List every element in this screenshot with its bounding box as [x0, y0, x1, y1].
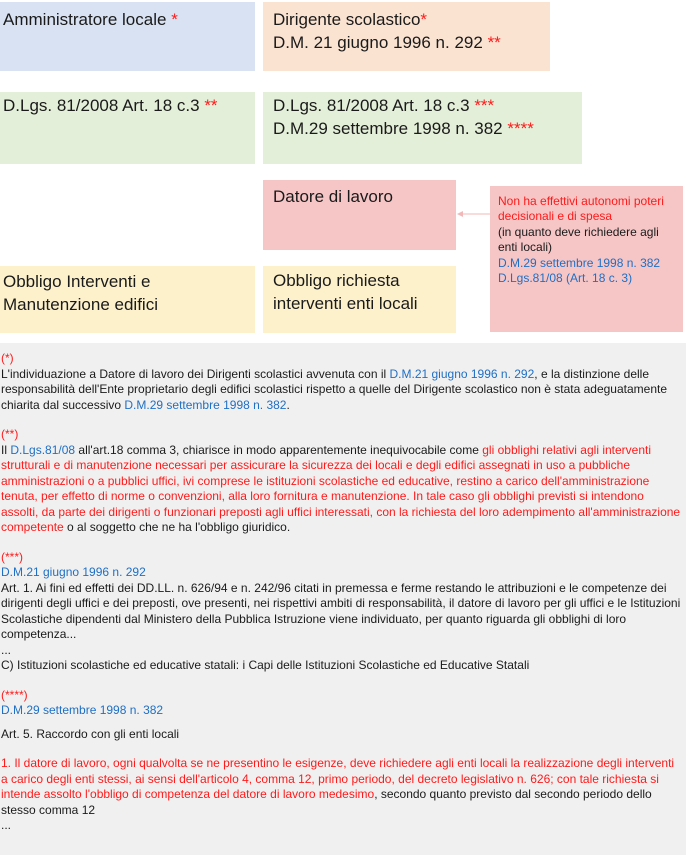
box-side-note	[490, 186, 683, 332]
note4-text	[1, 756, 684, 818]
dirigente-label: Dirigente scolastico	[273, 10, 421, 29]
note3-c-line: C) Istituzioni scolastiche ed educative statali: i Capi delle Istituzioni Scolastiche ed Educative Statali	[1, 658, 530, 672]
note4-art: Art. 5. Raccordo con gli enti locali	[1, 726, 180, 741]
note3-ref: D.M.21 giugno 1996 n. 292	[1, 565, 146, 579]
note2-t3: o al soggetto che ne ha l'obbligo giuridico.	[63, 520, 291, 534]
note2-text	[1, 443, 684, 536]
note3-body: Art. 1. Ai fini ed effetti dei DD.LL. n. 626/94 e n. 242/96 citati in premessa e ferme restando le attribuzioni e le competenze dei dirigenti degli uffici e dei preposti, ove presenti, nei rispettivi ambiti di responsabilità, il datore di lavoro per gli uffici e le Istituzioni Scolastiche dipendenti dal Ministero della Pubblica Istruzione viene individuato, per quanto riguarda gli obblighi di loro competenza...	[1, 580, 681, 641]
dirigente-ref-mark: **	[487, 33, 501, 52]
note4-tail: , secondo quanto previsto dal secondo periodo dello stesso comma 12	[1, 787, 652, 817]
box-obbligo-richiesta	[263, 266, 456, 333]
side-note-ref2: D.Lgs.81/08 (Art. 18 c. 3)	[498, 271, 633, 286]
footnotes-panel	[0, 343, 686, 855]
obbligo-right-label: Obbligo richiesta interventi enti locali	[273, 271, 418, 313]
arrow-left-icon	[457, 209, 491, 219]
note2-t1: Il	[1, 442, 11, 457]
note4-ellipsis: ...	[1, 818, 12, 832]
box-amministratore-locale	[0, 2, 255, 71]
box-dlgs-left	[0, 92, 255, 164]
datore-label: Datore di lavoro	[273, 187, 394, 206]
box-datore-di-lavoro	[263, 180, 456, 250]
side-note-ref1: D.M.29 settembre 1998 n. 382	[498, 255, 661, 270]
note2-marker: (**)	[1, 427, 19, 441]
note1-t3: .	[286, 397, 290, 412]
note2-t2: all'art.18 comma 3, chiarisce in modo apparentemente inequivocabile come	[75, 442, 483, 457]
note2-red-text: gli obblighi relativi agli interventi strutturali e di manutenzione necessari per assicurare la sicurezza dei locali e degli edifici assegnati in uso a pubbliche amministrazioni o a pubblici uffici, ivi comprese le istituzioni scolastiche ed educative, restino a carico dell'amministrazione tenuta, per effetto di norme o convenzioni, alla loro fornitura e manutenzione. In tale caso gli obblighi previsti si intendono assolti, da parte dei dirigenti o funzionari preposti agli uffici interessati, con la richiesta del loro adempimento all'amministrazione competente	[1, 442, 681, 534]
dlgs-left-ref: D.Lgs. 81/2008 Art. 18 c.3	[3, 96, 200, 115]
box-dirigente-scolastico	[263, 2, 550, 71]
dlgs-left-mark: **	[204, 96, 218, 115]
note3-ellipsis: ...	[1, 642, 12, 657]
box-dlgs-right	[263, 92, 582, 164]
note1-link1: D.M.21 giugno 1996 n. 292	[389, 366, 535, 381]
note1-t1: L'individuazione a Datore di lavoro dei Dirigenti scolastici avvenuta con il	[1, 366, 390, 381]
note3-marker: (***)	[1, 549, 24, 564]
note1-marker: (*)	[1, 351, 14, 365]
note1-text	[1, 367, 684, 414]
note4-ref: D.M.29 settembre 1998 n. 382	[1, 703, 164, 717]
note1-link2: D.M.29 settembre 1998 n. 382	[124, 397, 287, 412]
side-note-red-text: Non ha effettivi autonomi poteri decisionali e di spesa	[498, 194, 664, 224]
dlgs-right-ref1: D.Lgs. 81/2008 Art. 18 c.3	[273, 96, 470, 115]
box-obbligo-interventi	[0, 266, 255, 333]
note4-marker: (****)	[1, 687, 28, 702]
dlgs-right-ref2-mark: ****	[507, 119, 534, 138]
admin-label: Amministratore locale	[3, 10, 167, 29]
dirigente-mark: *	[420, 10, 428, 29]
dirigente-ref: D.M. 21 giugno 1996 n. 292	[273, 33, 483, 52]
dlgs-right-ref2: D.M.29 settembre 1998 n. 382	[273, 119, 503, 138]
note1-t2: , e la distinzione delle responsabilità dell'Ente proprietario degli edifici scolastici rispetto a quelle del Dirigente scolastico non è stata adeguatamente chiarita dal successivo	[1, 366, 668, 412]
admin-mark: *	[171, 10, 178, 29]
note2-link1: D.Lgs.81/08	[10, 442, 76, 457]
dlgs-right-ref1-mark: ***	[474, 96, 495, 115]
obbligo-left-label: Obbligo Interventi e Manutenzione edifici	[3, 272, 158, 314]
note4-red-text: 1. Il datore di lavoro, ogni qualvolta se ne presentino le esigenze, deve richiedere agli enti locali la realizzazione degli interventi a carico degli enti stessi, ai sensi dell'articolo 4, comma 12, primo periodo, del decreto legislativo n. 626; con tale richiesta si intende assolto l'obbligo di competenza del datore di lavoro medesimo	[1, 756, 675, 801]
side-note-black-text: (in quanto deve richiedere agli enti locali)	[498, 224, 659, 255]
